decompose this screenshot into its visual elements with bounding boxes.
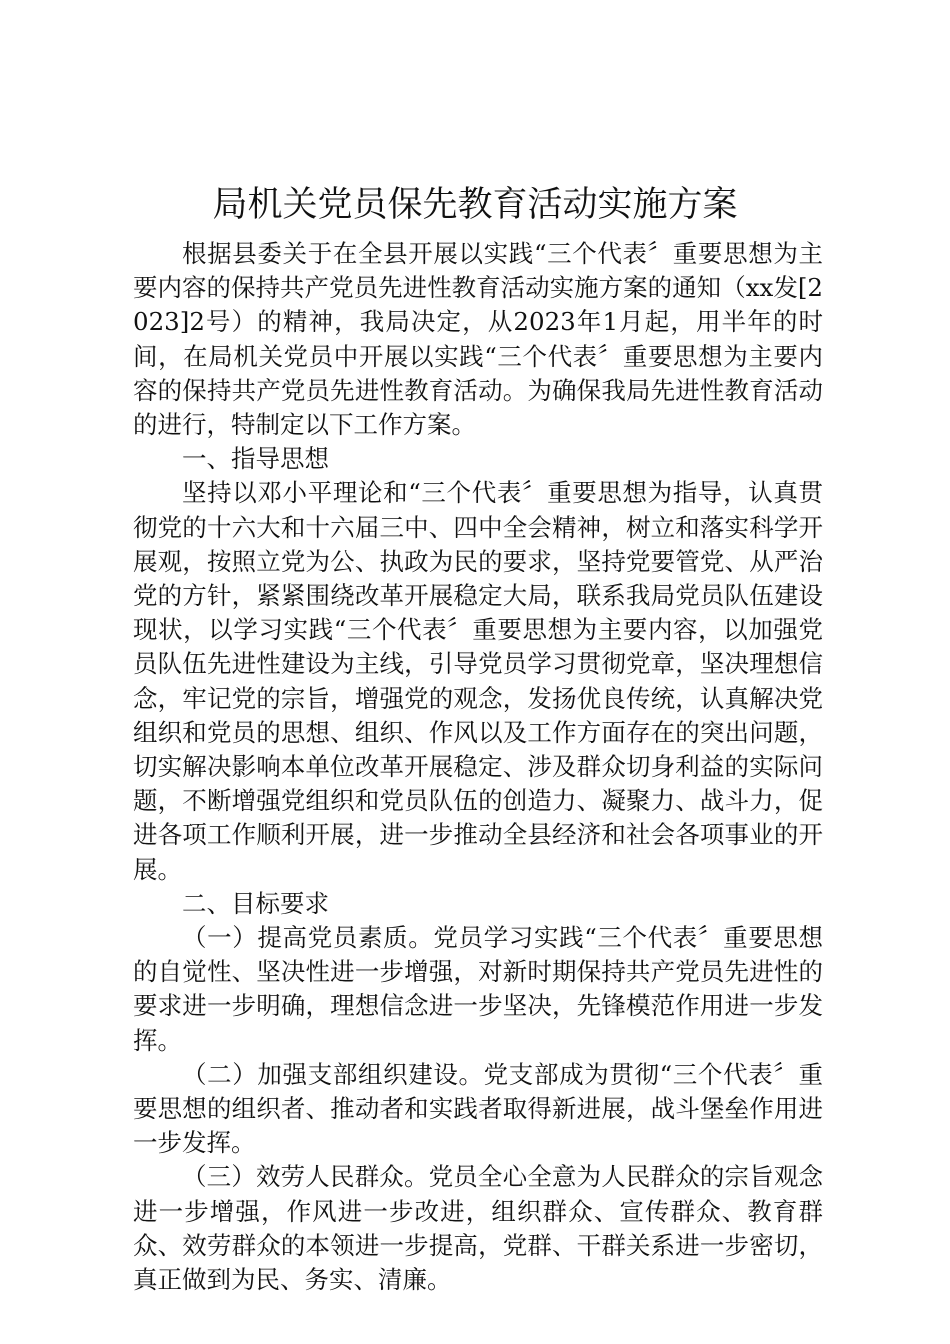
section-heading-guiding-ideology: 一、指导思想 [182, 444, 329, 474]
goal-item-1: （一）提高党员素质。党员学习实践“三个代表〞重要思想的自觉性、坚决性进一步增强，对新时期保持共产党员先进性的要求进一步明确，理想信念进一步坚决，先锋模范作用进一步发挥。 [133, 923, 823, 1055]
goal-item-2: （二）加强支部组织建设。党支部成为贯彻“三个代表〞重要思想的组织者、推动者和实践者取得新进展，战斗堡垒作用进一步发挥。 [133, 1059, 823, 1158]
intro-paragraph: 根据县委关于在全县开展以实践“三个代表〞重要思想为主要内容的保持共产党员先进性教育活动实施方案的通知（xx发[2023]2号）的精神，我局决定，从2023年1月起，用半年的时间，在局机关党员中开展以实践“三个代表〞重要思想为主要内容的保持共产党员先进性教育活动。为确保我局先进性教育活动的进行，特制定以下工作方案。 [133, 239, 823, 440]
guiding-ideology-paragraph: 坚持以邓小平理论和“三个代表〞重要思想为指导，认真贯彻党的十六大和十六届三中、四中全会精神，树立和落实科学开展观，按照立党为公、执政为民的要求，坚持党要管党、从严治党的方针，紧紧围绕改革开展稳定大局，联系我局党员队伍建设现状，以学习实践“三个代表〞重要思想为主要内容，以加强党员队伍先进性建设为主线，引导党员学习贯彻党章，坚决理想信念，牢记党的宗旨，增强党的观念，发扬优良传统，认真解决党组织和党员的思想、组织、作风以及工作方面存在的突出问题，切实解决影响本单位改革开展稳定、涉及群众切身利益的实际问题，不断增强党组织和党员队伍的创造力、凝聚力、战斗力，促进各项工作顺利开展，进一步推动全县经济和社会各项事业的开展。 [133, 478, 823, 884]
document-title: 局机关党员保先教育活动实施方案 [212, 185, 738, 225]
goal-item-3: （三）效劳人民群众。党员全心全意为人民群众的宗旨观念进一步增强，作风进一步改进，组织群众、宣传群众、教育群众、效劳群众的本领进一步提高，党群、干群关系进一步密切，真正做到为民、务实、清廉。 [133, 1162, 823, 1295]
section-heading-goals: 二、目标要求 [182, 888, 329, 918]
document-body [133, 237, 823, 1297]
